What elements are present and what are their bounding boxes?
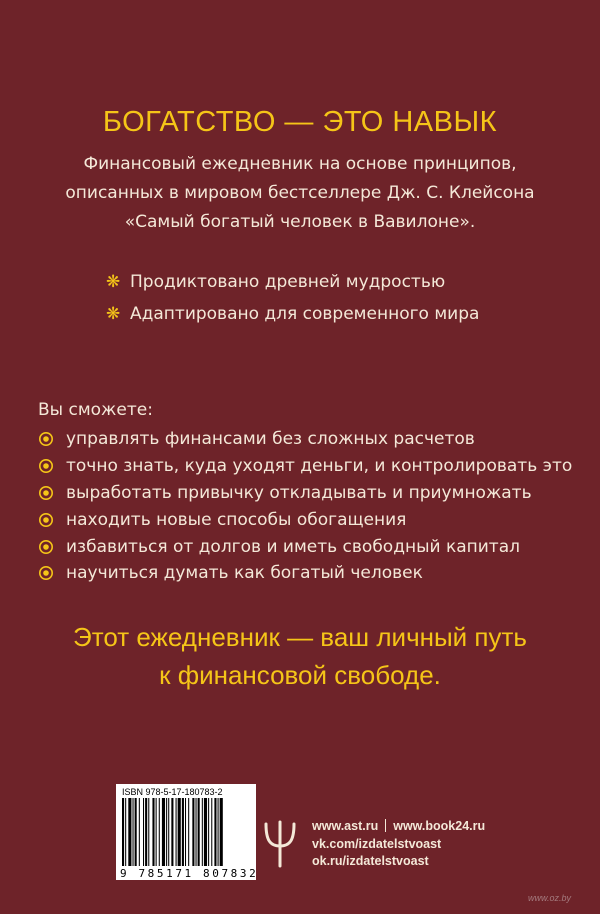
vk-link[interactable]: vk.com/izdatelstvoast [312,836,442,851]
highlight-text: Адаптировано для современного мира [130,304,480,324]
intro-text [0,150,600,237]
target-circle-icon [38,458,54,474]
ast-site-link[interactable]: www.ast.ru [312,819,379,833]
site-links-row [312,818,485,836]
ability-text: находить новые способы обогащения [66,509,407,530]
ability-item [38,426,572,453]
abilities-list [38,426,572,587]
target-circle-icon [38,431,54,447]
link-divider [385,819,386,832]
closing-statement [0,618,600,694]
target-circle-icon [38,485,54,501]
highlight-text: Продиктовано древней мудростью [130,272,446,292]
highlight-item [106,298,479,330]
highlight-item [106,266,479,298]
highlights-list [106,266,479,330]
ability-text: управлять финансами без сложных расчетов [66,429,475,450]
ability-item [38,506,572,533]
intro-line: Финансовый ежедневник на основе принципов, [83,154,517,174]
closing-line: к финансовой свободе. [159,660,441,690]
psi-logo-icon [262,820,298,870]
asterisk-star-icon: ❋ [106,272,121,292]
ability-text: точно знать, куда уходят деньги, и контролировать это [66,456,573,477]
barcode-digits: 9 785171 807832 [120,867,259,880]
asterisk-star-icon: ❋ [106,304,121,324]
isbn-label: ISBN 978-5-17-180783-2 [122,787,223,797]
intro-line: описанных в мировом бестселлере Дж. С. Клейсона [65,183,535,203]
ability-text: избавиться от долгов и иметь свободный капитал [66,536,520,557]
target-circle-icon [38,512,54,528]
ability-item [38,480,572,507]
intro-line: «Самый богатый человек в Вавилоне». [124,212,476,232]
cover-title: БОГАТСТВО — ЭТО НАВЫК [102,106,498,138]
barcode [116,784,259,880]
ability-text: научиться думать как богатый человек [66,563,423,584]
publisher-links [312,818,485,871]
target-circle-icon [38,565,54,581]
ability-text: выработать привычку откладывать и приумножать [66,482,532,503]
target-circle-icon [38,539,54,555]
ability-item [38,453,572,480]
ability-item [38,560,572,587]
closing-line: Этот ежедневник — ваш личный путь [73,622,527,652]
ok-link[interactable]: ok.ru/izdatelstvoast [312,854,429,868]
watermark: www.oz.by [528,893,572,903]
abilities-heading: Вы сможете: [38,400,153,420]
ability-item [38,533,572,560]
barcode-bars [122,798,250,866]
book24-site-link[interactable]: www.book24.ru [393,819,486,833]
